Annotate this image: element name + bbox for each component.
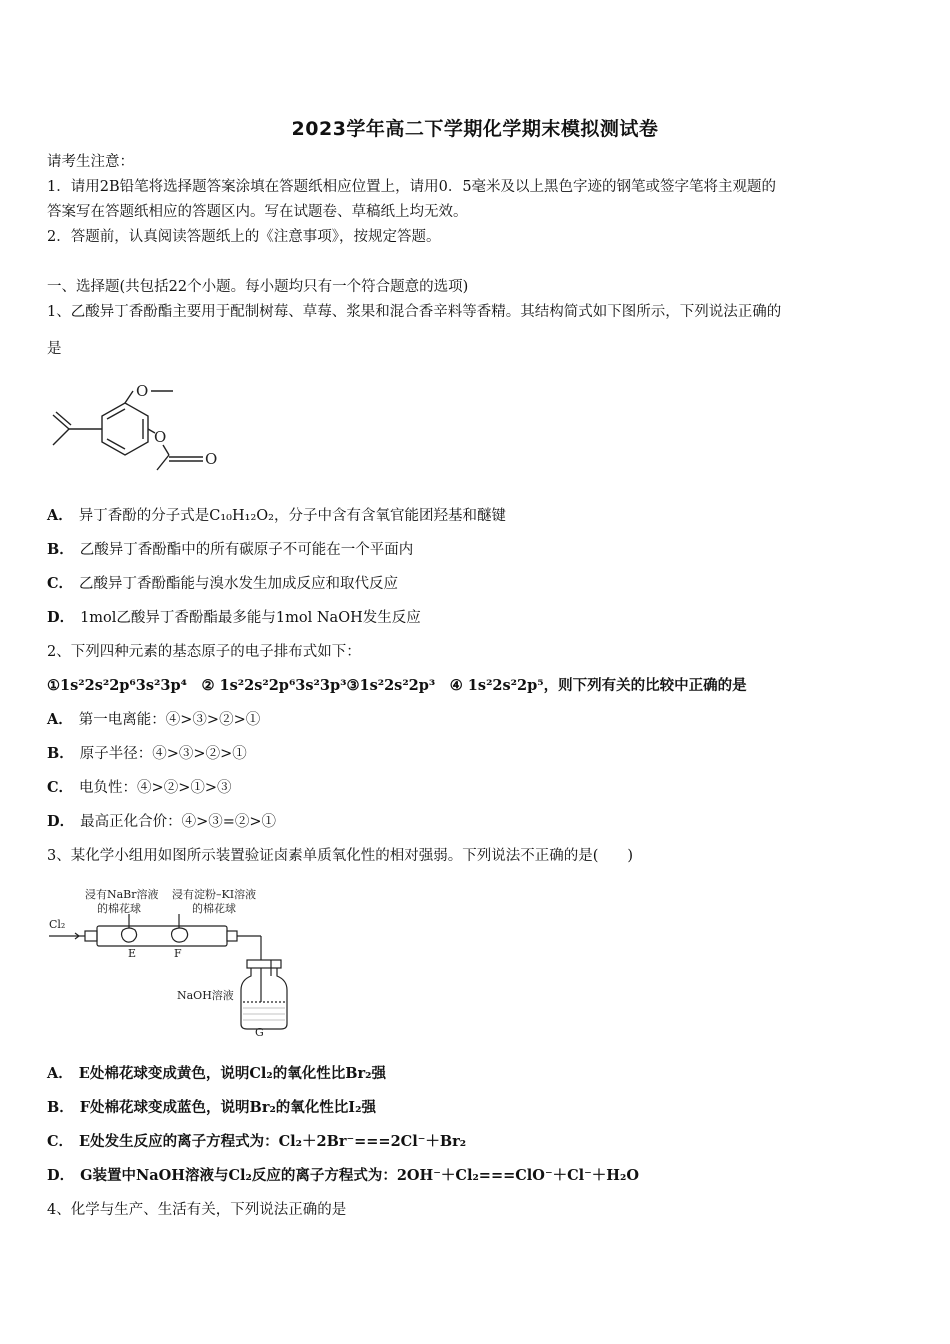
q2-option-c-label: C． [47,779,74,796]
oxygen-label-ester: O [154,428,167,446]
notice-heading: 请考生注意： [47,154,134,170]
q1-stem-line-1: 1、乙酸异丁香酚酯主要用于配制树莓、草莓、浆果和混合香辛料等香精。其结构简式如下图所示，下列说法正确的 [47,304,782,320]
q1-option-b-text: 乙酸异丁香酚酯中的所有碳原子不可能在一个平面内 [79,542,414,558]
q3-option-b-label: B． [47,1099,74,1116]
q3-apparatus-figure [45,884,305,1044]
cotton-ball-e [122,928,137,942]
ring-double-bond-3 [107,439,125,449]
q2-electron-configs: ①1s²2s²2p⁶3s²3p⁴ ② 1s²2s²2p⁶3s²3p³③1s²2s²2p³ ④ 1s²2s²2p⁵，则下列有关的比较中正确的是 [47,677,747,694]
notice-item-1-line-2: 答案写在答题纸相应的答题区内。写在试题卷、草稿纸上均无效。 [47,204,468,220]
oxygen-label-methoxy: O [136,382,149,400]
cotton-ball-f [172,928,188,942]
methoxy-bond-1 [125,391,133,403]
label-ki-line-2: 的棉花球 [192,902,236,915]
q2-option-d-text: 最高正化合价：④>③=②>① [80,814,277,830]
q3-option-d-label: D． [47,1167,75,1184]
q2-option-c [47,778,907,798]
q1-option-d-text: 1mol乙酸异丁香酚酯最多能与1mol NaOH发生反应 [80,610,421,626]
label-nabr-line-2: 的棉花球 [97,902,141,915]
q1-option-c-text: 乙酸异丁香酚酯能与溴水发生加成反应和取代反应 [79,576,399,592]
label-ki-line-1: 浸有淀粉–KI溶液 [172,888,257,901]
isopropenyl-double-bond-b [56,412,71,425]
q3-option-c-label: C． [47,1133,74,1150]
notice-item-1-line-1: 1．请用2B铅笔将选择题答案涂填在答题纸相应位置上，请用0．5毫米及以上黑色字迹的钢笔或签字笔将主观题的 [47,179,777,195]
q1-option-a-text: 异丁香酚的分子式是C₁₀H₁₂O₂，分子中含有含氧官能团羟基和醚键 [78,508,506,524]
q1-option-c [47,574,907,594]
q3-option-b-text: F处棉花球变成蓝色，说明Br₂的氧化性比I₂强 [79,1099,376,1116]
bottle-stopper [247,960,281,968]
q1-option-d [47,608,907,628]
label-nabr-line-1: 浸有NaBr溶液 [85,888,159,901]
q2-option-a [47,710,907,730]
q2-option-a-text: 第一电离能：④>③>②>① [78,712,261,728]
left-stopper [85,931,97,941]
label-g: G [255,1026,264,1039]
q2-option-b-label: B． [47,745,74,762]
q3-stem: 3、某化学小组用如图所示装置验证卤素单质氧化性的相对强弱。下列说法不正确的是( ) [47,848,634,864]
isopropenyl-methyl-bond [53,429,69,445]
right-stopper [227,931,237,941]
q1-option-a-label: A． [47,507,73,524]
reaction-tube [97,926,227,946]
label-naoh: NaOH溶液 [177,989,234,1002]
q2-option-d-label: D． [47,813,75,830]
q1-option-b-label: B． [47,541,74,558]
q1-option-c-label: C． [47,575,74,592]
q1-option-b [47,540,907,560]
notice-item-2: 2．答题前，认真阅读答题纸上的《注意事项》，按规定答题。 [47,229,441,245]
q3-option-b [47,1098,907,1118]
q3-option-c-text: E处发生反应的离子方程式为：Cl₂＋2Br⁻===2Cl⁻＋Br₂ [79,1133,467,1150]
section-1-heading: 一、选择题(共包括22个小题。每小题均只有一个符合题意的选项) [47,279,469,295]
oxygen-label-carbonyl: O [205,450,218,468]
benzene-ring [102,403,148,455]
acetyl-methyl-bond [157,455,169,470]
q3-option-a-text: E处棉花球变成黄色，说明Cl₂的氧化性比Br₂强 [78,1065,386,1082]
q4-stem: 4、化学与生产、生活有关，下列说法正确的是 [47,1202,347,1218]
q1-option-d-label: D． [47,609,75,626]
q3-option-a-label: A． [47,1065,73,1082]
ester-bond-2 [163,445,169,455]
q1-option-a [47,506,907,526]
q3-option-c [47,1132,907,1152]
q2-option-c-text: 电负性：④>②>①>③ [79,780,232,796]
ring-double-bond-1 [107,409,125,419]
apparatus-svg [45,884,305,1044]
label-e: E [128,947,137,960]
q1-stem-line-2: 是 [47,341,62,357]
q2-option-b-text: 原子半径：④>③>②>① [79,746,247,762]
q2-option-b [47,744,907,764]
q2-stem: 2、下列四种元素的基态原子的电子排布式如下： [47,644,361,660]
q2-option-a-label: A． [47,711,73,728]
q2-option-d [47,812,907,832]
structure-formula-svg [45,375,235,480]
label-cl2: Cl₂ [49,918,66,931]
q3-option-d-text: G装置中NaOH溶液与Cl₂反应的离子方程式为：2OH⁻＋Cl₂===ClO⁻＋Cl⁻＋H₂O [80,1167,639,1184]
q1-structure-figure [45,375,235,480]
q3-option-d [47,1166,907,1186]
q3-option-a [47,1064,907,1084]
page-title: 2023学年高二下学期化学期末模拟测试卷 [291,118,659,140]
label-f: F [174,947,182,960]
